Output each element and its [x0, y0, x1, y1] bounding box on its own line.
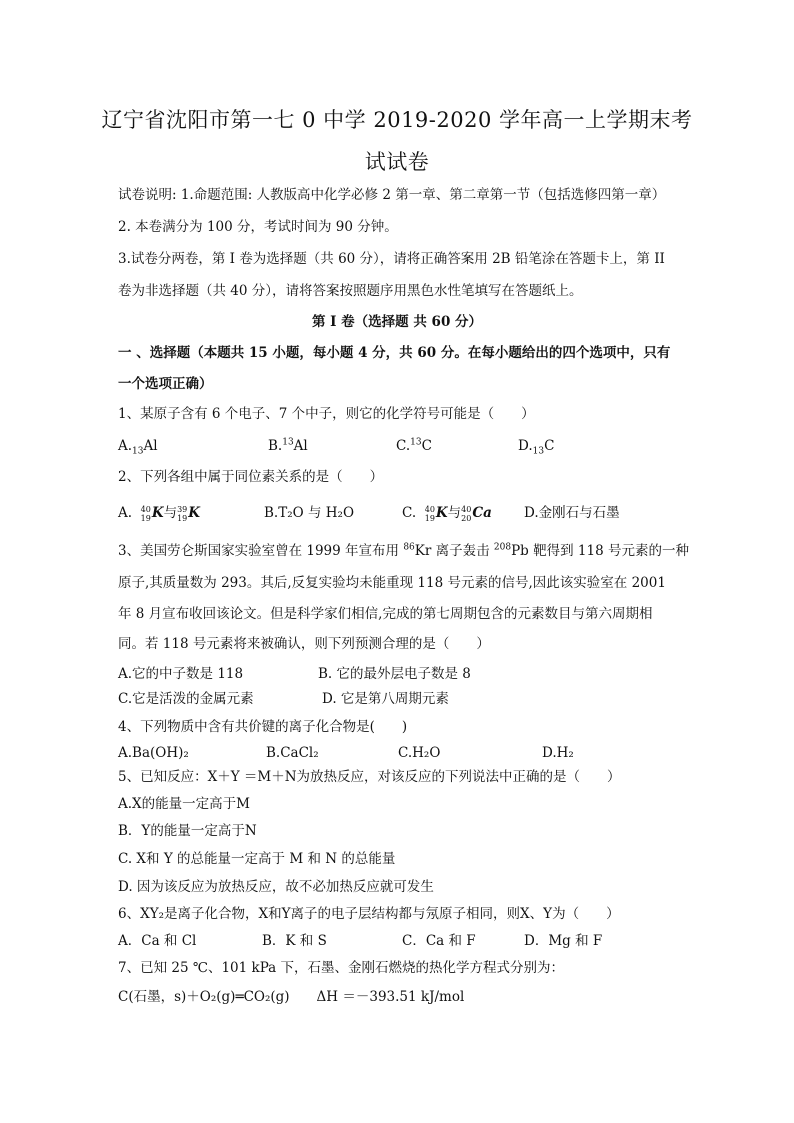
- question-1-option-d: $D._{13}C$: [518, 438, 555, 457]
- question-1-stem: 1、某原子含有 6 个电子、7 个中子，则它的化学符号可能是（ ）: [118, 406, 535, 422]
- question-5-option-b: B．Y的能量一定高于N: [118, 823, 257, 839]
- question-6-option-a: A．Ca 和 Cl: [118, 933, 197, 949]
- isotope-k39-symbol: 39 19 K: [177, 504, 200, 523]
- intro-line-1: 试卷说明: 1.命题范围: 人教版高中化学必修 2 第一章、第二章第一节（包括选修四第一章）: [118, 187, 666, 203]
- section-instruction-2: 一个选项正确）: [118, 376, 213, 392]
- question-1-option-c: C.$^{13}$C: [396, 437, 432, 454]
- question-1-option-b: B.$^{13}$Al: [268, 437, 308, 454]
- question-3-line-2: 原子,其质量数为 293。其后,反复实验均未能重现 118 号元素的信号,因此该实验室在 2001: [118, 575, 666, 591]
- question-4-stem: 4、下列物质中含有共价键的离子化合物是( ): [118, 719, 408, 735]
- question-2-option-a: A. 40 19 K与 39 19 K: [118, 504, 200, 523]
- question-5-option-c: C. X和 Y 的总能量一定高于 M 和 N 的总能量: [118, 851, 396, 867]
- question-4-option-c: C.H₂O: [398, 745, 441, 761]
- question-1-option-a: $A._{13}Al$: [118, 438, 158, 457]
- question-2-option-b: B.T₂O 与 H₂O: [264, 505, 355, 521]
- question-6-option-b: B．K 和 S: [262, 933, 327, 949]
- question-7-stem: 7、已知 25 ℃、101 kPa 下，石墨、金刚石燃烧的热化学方程式分别为：: [118, 960, 565, 976]
- question-4-option-b: B.CaCl₂: [266, 745, 319, 761]
- exam-title-line2: 试试卷: [364, 150, 430, 174]
- question-6-stem: 6、XY₂是离子化合物，X和Y离子的电子层结构都与氖原子相同，则X、Y为（ ）: [118, 906, 620, 922]
- question-3-line-1: 3、美国劳仑斯国家实验室曾在 1999 年宣布用 $^{86}$Kr 离子轰击 $^{208}$Pb 靶得到 118 号元素的一种: [118, 542, 689, 559]
- intro-line-4: 卷为非选择题（共 40 分），请将答案按照题序用黑色水性笔填写在答题纸上。: [118, 283, 583, 299]
- question-2-option-c: C. 40 19 K与 40 20 Ca: [402, 504, 492, 523]
- question-3-option-c: C.它是活泼的金属元素: [118, 691, 254, 707]
- question-2-option-d: D.金刚石与石墨: [524, 505, 620, 521]
- question-3-option-b: B. 它的最外层电子数是 8: [318, 666, 471, 682]
- isotope-k40-symbol: 40 19 K: [140, 504, 164, 523]
- question-5-option-d: D. 因为该反应为放热反应，故不必加热反应就可发生: [118, 879, 434, 895]
- isotope-ca40-symbol: 40 20 Ca: [461, 504, 492, 523]
- question-5-stem: 5、已知反应：X＋Y ＝M＋N为放热反应，对该反应的下列说法中正确的是（ ）: [118, 769, 621, 785]
- section-heading: 第 I 卷（选择题 共 60 分）: [311, 314, 483, 330]
- question-3-option-d: D. 它是第八周期元素: [322, 691, 449, 707]
- question-3-option-a: A.它的中子数是 118: [118, 666, 244, 682]
- question-7-equation: C(石墨，s)＋O₂(g)═CO₂(g) ΔH ＝－393.51 kJ/mol: [118, 989, 465, 1005]
- question-6-option-d: D．Mg 和 F: [524, 933, 603, 949]
- question-4-option-d: D.H₂: [542, 745, 574, 761]
- question-6-option-c: C．Ca 和 F: [402, 933, 476, 949]
- question-5-option-a: A.X的能量一定高于M: [118, 796, 250, 812]
- section-instruction-1: 一 、选择题（本题共 15 小题，每小题 4 分，共 60 分。在每小题给出的四个选项中，只有: [118, 345, 671, 361]
- question-4-option-a: A.Ba(OH)₂: [118, 745, 189, 761]
- intro-line-3: 3.试卷分两卷，第 I 卷为选择题（共 60 分），请将正确答案用 2B 铅笔涂在答题卡上，第 II: [118, 251, 665, 267]
- question-3-line-3: 年 8 月宣布收回该论文。但是科学家们相信,完成的第七周期包含的元素数目与第六周期相: [118, 606, 653, 622]
- intro-line-2: 2. 本卷满分为 100 分，考试时间为 90 分钟。: [118, 219, 398, 235]
- question-3-line-4: 同。若 118 号元素将来被确认，则下列预测合理的是（ ）: [118, 636, 490, 652]
- exam-title-line1: 辽宁省沈阳市第一七 0 中学 2019-2020 学年高一上学期末考: [101, 108, 693, 132]
- isotope-k40-symbol: 40 19 K: [424, 504, 448, 523]
- question-2-stem: 2、下列各组中属于同位素关系的是（ ）: [118, 469, 384, 485]
